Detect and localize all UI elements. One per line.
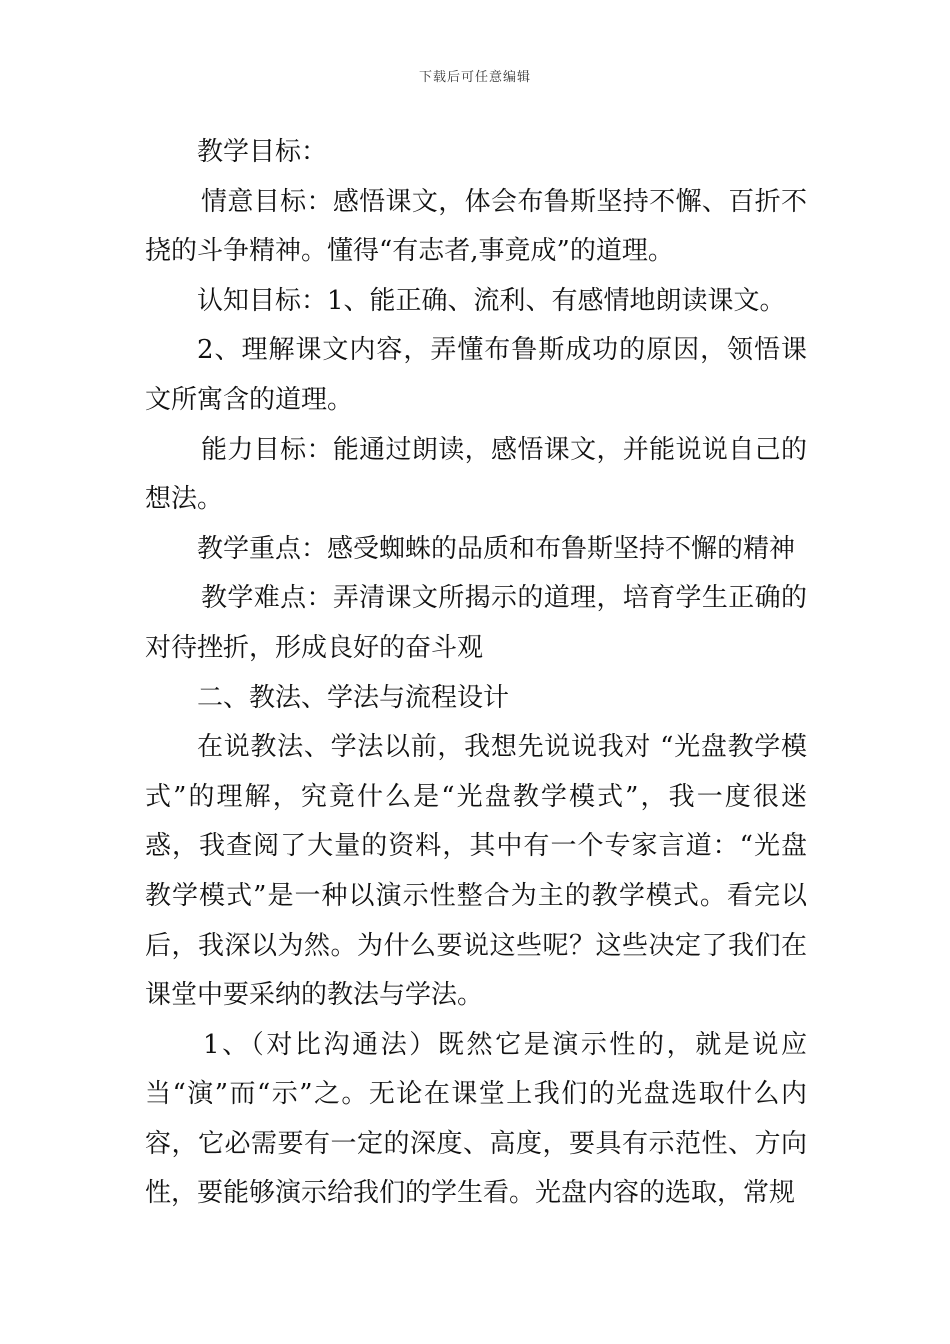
page-header-note: 下载后可任意编辑: [418, 70, 531, 85]
paragraph-teaching-goals-heading: 教学目标：: [197, 137, 328, 167]
paragraph-emotional-goal: 情意目标：感悟课文，体会布鲁斯坚持不懈、百折不挠的斗争精神。懂得“有志者,事竟成”的道理。: [145, 186, 807, 267]
paragraph-section-two-heading: 二、教法、学法与流程设计: [197, 682, 510, 713]
paragraph-ability-goal: 能力目标：能通过朗读，感悟课文，并能说说自己的想法。: [145, 434, 807, 515]
paragraph-disc-teaching-mode: 在说教法、学法以前，我想先说说我对 “光盘教学模式”的理解，究竟什么是“光盘教学模式”，我一度很迷惑，我查阅了大量的资料，其中有一个专家言道：“光盘教学模式”是一种以演示性整合为主的教学模式。看完以后，我深以为然。为什么要说这些呢？这些决定了我们在课堂中要采纳的教法与学法。: [145, 732, 807, 1011]
paragraph-teaching-difficulty: 教学难点：弄清课文所揭示的道理，培育学生正确的对待挫折，形成良好的奋斗观: [145, 583, 807, 663]
paragraph-cognitive-goal-2: 2、理解课文内容，弄懂布鲁斯成功的原因，领悟课文所寓含的道理。: [145, 335, 807, 415]
document-body: [145, 128, 807, 1219]
paragraph-teaching-key-point: 教学重点：感受蜘蛛的品质和布鲁斯坚持不懈的精神: [197, 533, 796, 564]
paragraph-comparison-method: 1、（对比沟通法）既然它是演示性的，就是说应当“演”而“示”之。无论在课堂上我们的光盘选取什么内容，它必需要有一定的深度、高度，要具有示范性、方向性，要能够演示给我们的学生看。光盘内容的选取，常规: [145, 1029, 807, 1209]
paragraph-cognitive-goal-1: 认知目标：1、能正确、流利、有感情地朗读课文。: [197, 285, 786, 316]
